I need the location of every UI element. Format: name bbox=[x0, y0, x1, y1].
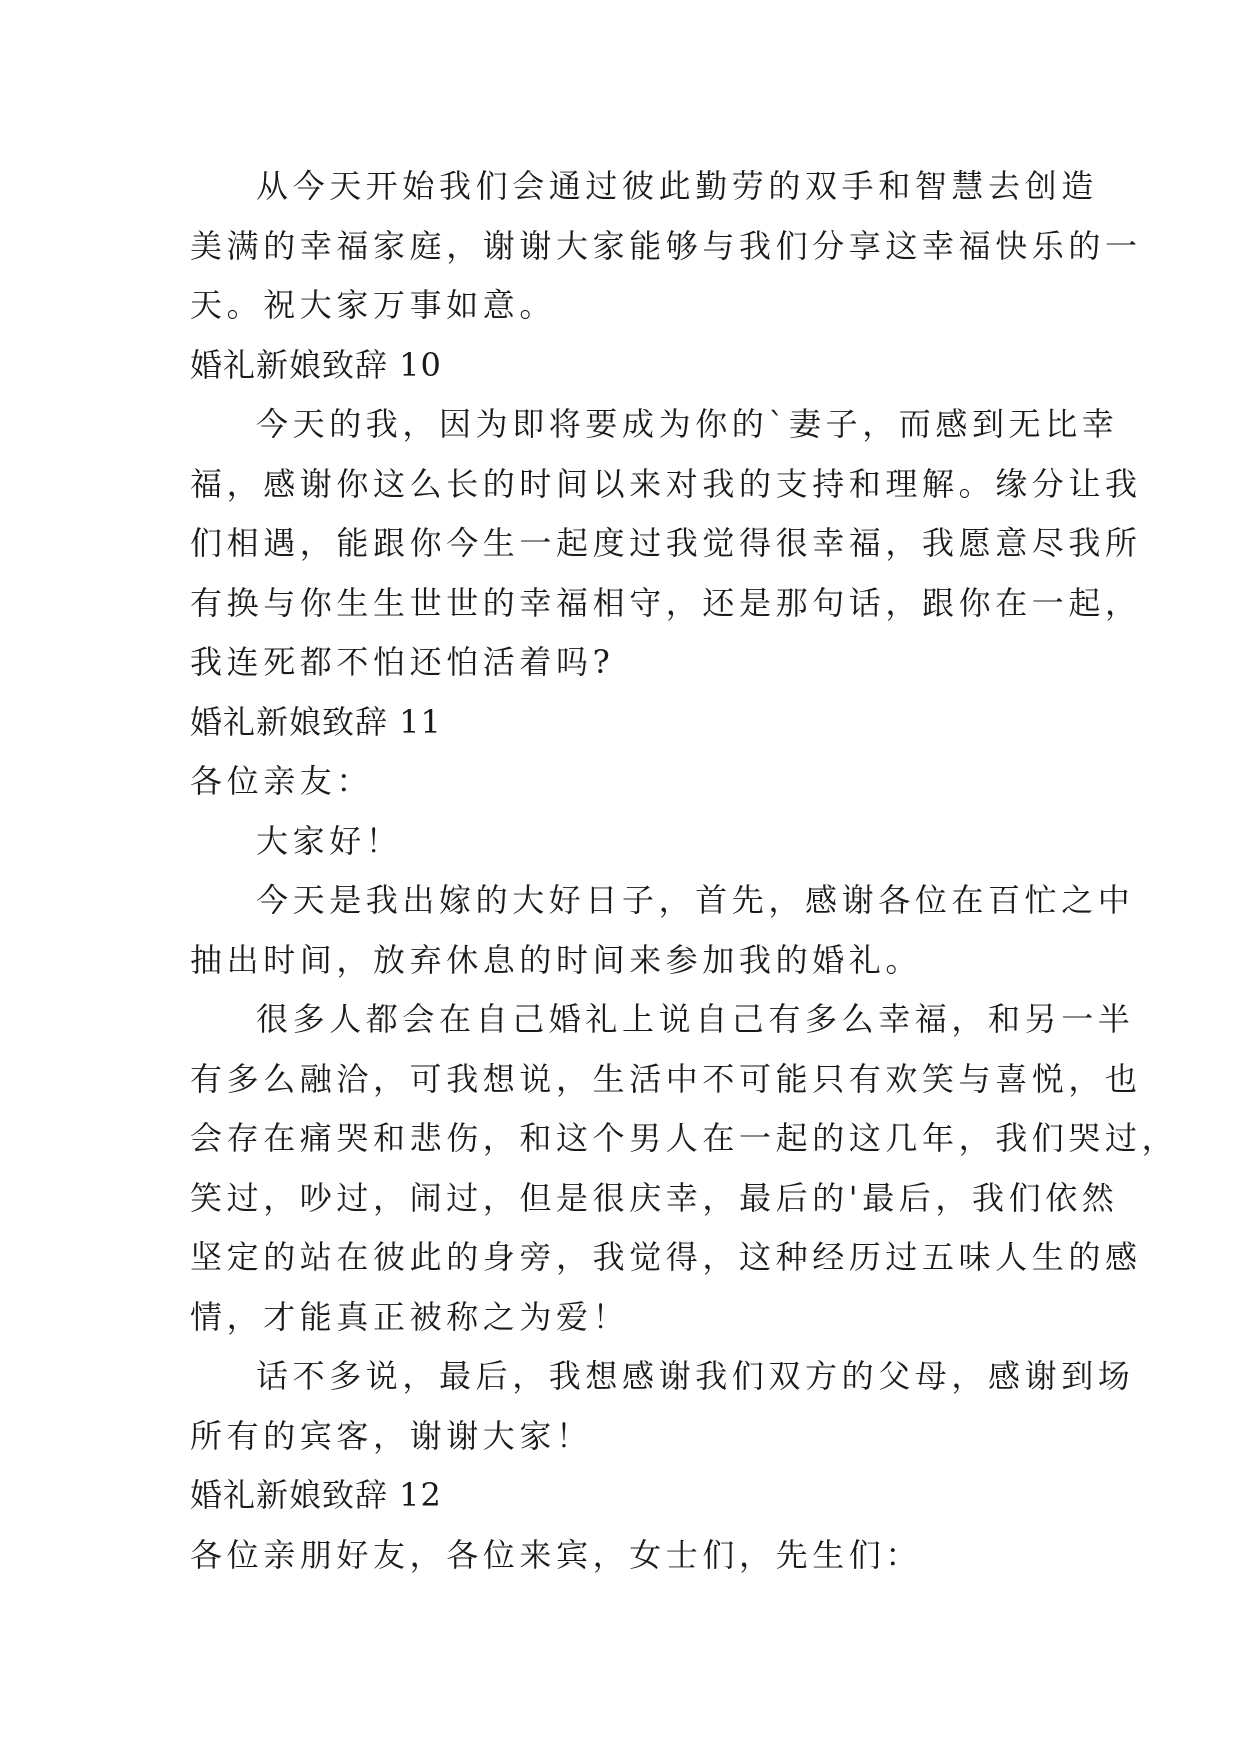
paragraph-line: 抽出时间，放弃休息的时间来参加我的婚礼。 bbox=[190, 941, 923, 979]
paragraph-line: 坚定的站在彼此的身旁，我觉得，这种经历过五味人生的感 bbox=[190, 1238, 1142, 1276]
paragraph-line: 所有的宾客，谢谢大家！ bbox=[190, 1417, 593, 1455]
paragraph-line: 美满的幸福家庭，谢谢大家能够与我们分享这幸福快乐的一 bbox=[190, 227, 1142, 265]
greeting-line: 大家好！ bbox=[256, 822, 403, 860]
paragraph-line: 天。祝大家万事如意。 bbox=[190, 286, 557, 324]
section-heading: 婚礼新娘致辞 11 bbox=[190, 703, 442, 741]
salutation-line: 各位亲朋好友，各位来宾，女士们，先生们： bbox=[190, 1536, 923, 1574]
paragraph-line: 福，感谢你这么长的时间以来对我的支持和理解。缘分让我 bbox=[190, 465, 1142, 503]
paragraph-line: 有多么融洽，可我想说，生活中不可能只有欢笑与喜悦，也 bbox=[190, 1060, 1142, 1098]
paragraph-line: 话不多说，最后，我想感谢我们双方的父母，感谢到场 bbox=[256, 1357, 1135, 1395]
paragraph-line: 我连死都不怕还怕活着吗? bbox=[190, 643, 615, 681]
paragraph-line: 笑过，吵过，闹过，但是很庆幸，最后的'最后，我们依然 bbox=[190, 1179, 1119, 1217]
paragraph-line: 很多人都会在自己婚礼上说自己有多么幸福，和另一半 bbox=[256, 1000, 1135, 1038]
salutation-line: 各位亲友： bbox=[190, 762, 374, 800]
paragraph-line: 有换与你生生世世的幸福相守，还是那句话，跟你在一起， bbox=[190, 584, 1142, 622]
paragraph-line: 今天的我，因为即将要成为你的`妻子，而感到无比幸 bbox=[256, 405, 1119, 443]
paragraph-line: 情，才能真正被称之为爱！ bbox=[190, 1298, 630, 1336]
paragraph-line: 从今天开始我们会通过彼此勤劳的双手和智慧去创造 bbox=[256, 167, 1098, 205]
section-heading: 婚礼新娘致辞 10 bbox=[190, 346, 442, 384]
paragraph-line: 今天是我出嫁的大好日子，首先，感谢各位在百忙之中 bbox=[256, 881, 1135, 919]
paragraph-line: 们相遇，能跟你今生一起度过我觉得很幸福，我愿意尽我所 bbox=[190, 524, 1142, 562]
section-heading: 婚礼新娘致辞 12 bbox=[190, 1476, 442, 1514]
paragraph-line: 会存在痛哭和悲伤，和这个男人在一起的这几年，我们哭过， bbox=[190, 1119, 1179, 1157]
